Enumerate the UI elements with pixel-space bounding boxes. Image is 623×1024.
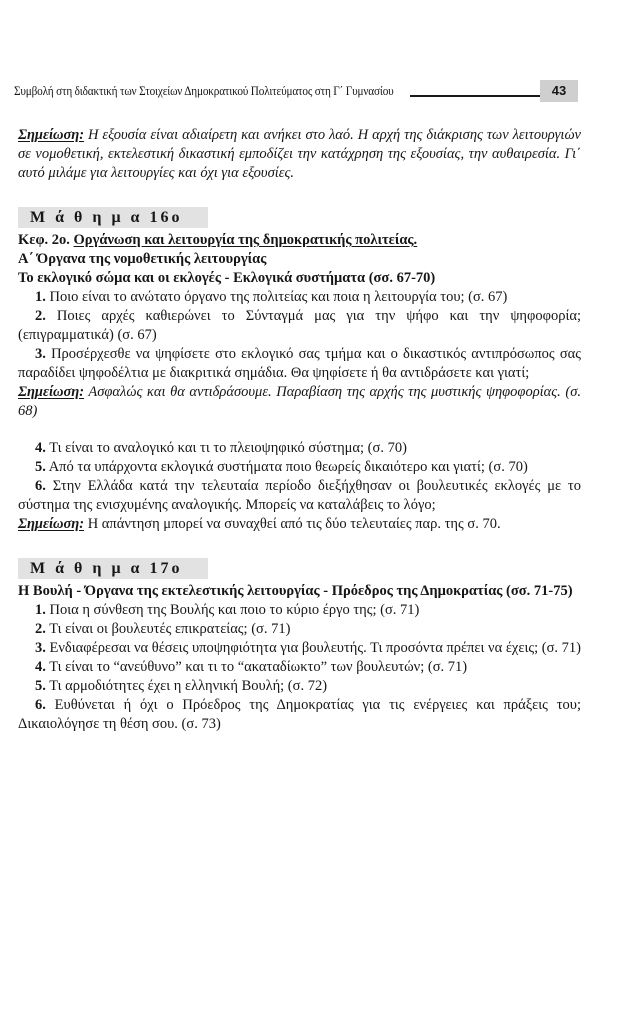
header-title: Συμβολή στη διδακτική των Στοιχείων Δημοκρατικού Πολιτεύματος στη Γ΄ Γυμνασίου [14,84,394,98]
note-1 [18,383,581,421]
question-number: 6. [35,697,46,713]
spacer [18,421,581,439]
question-number: 2. [35,308,46,324]
question-text: Τι αρμοδιότητες έχει η ελληνική Βουλή; (σ. 72) [45,678,328,694]
section-heading: Η Βουλή - Όργανα της εκτελεστικής λειτουργίας - Πρόεδρος της Δημοκρατίας (σσ. 71-75) [18,583,573,599]
question-4 [18,439,581,458]
question-text: Ενδιαφέρεσαι να θέσεις υποψηφιότητα για βουλευτής. Τι προσόντα πρέπει να έχεις; (σ. 71) [45,640,581,656]
question-number: 3. [35,346,46,362]
question-6 [18,696,581,734]
question-text: Τι είναι το “ανεύθυνο” και τι το “ακαταδίωκτο” των βουλευτών; (σ. 71) [45,659,468,675]
note-label: Σημείωση: [18,384,85,400]
question-text: Προσέρχεσθε να ψηφίσετε στο εκλογικό σας τμήμα και ο δικαστικός αντιπρόσωπος σας παραδίδει ψηφοδέλτια με διακριτικά σημάδια. Θα ψηφίσετε ή θα αντιδράσετε και γιατί; [18,346,581,381]
question-text: Ευθύνεται ή όχι ο Πρόεδρος της Δημοκρατίας για τις ενέργειες και πράξεις του; Δικαιολόγησε τη θέση σου. (σ. 73) [18,697,581,732]
spacer [18,183,581,207]
note-text: Η εξουσία είναι αδιαίρετη και ανήκει στο λαό. Η αρχή της διάκρισης των λειτουργιών σε νομοθετική, εκτελεστική δικαστική εμποδίζει την κατάχρηση της εξουσίας, την αυθαιρεσία. Γι΄ αυτό μιλάμε για λειτουργίες και όχι για εξουσίες. [18,127,581,181]
lesson-17-title: Μ ά θ η μ α 17ο [18,558,208,579]
question-1 [18,288,581,307]
question-text: Τι είναι οι βουλευτές επικρατείας; (σ. 71) [45,621,291,637]
running-header [14,80,574,104]
question-4 [18,658,581,677]
question-number: 1. [35,289,46,305]
spacer [18,534,581,558]
question-2 [18,307,581,345]
question-5 [18,677,581,696]
question-text: Στην Ελλάδα κατά την τελευταία περίοδο διεξήχθησαν οι βουλευτικές εκλογές με το σύστημα της ενισχυμένης αναλογικής. Μπορείς να καταλάβεις το λόγο; [18,478,581,513]
question-number: 5. [35,459,46,475]
question-1 [18,601,581,620]
note-text: Η απάντηση μπορεί να συναχθεί από τις δύο τελευταίες παρ. της σ. 70. [84,516,501,532]
chapter-heading [18,231,581,250]
note-label: Σημείωση: [18,516,85,532]
question-text: Ποιες αρχές καθιερώνει το Σύνταγμά μας για την ψήφο και την ψηφοφορία; (επιγραμματικά) (σ. 67) [18,308,581,343]
question-text: Τι είναι το αναλογικό και τι το πλειοψηφικό σύστημα; (σ. 70) [45,440,407,456]
note-text: Ασφαλώς και θα αντιδράσουμε. Παραβίαση της αρχής της μυστικής ψηφοφορίας. (σ. 68) [18,384,581,419]
note-label: Σημείωση: [18,127,85,143]
chapter-title: Οργάνωση και λειτουργία της δημοκρατικής πολιτείας. [73,232,418,248]
intro-note [18,126,581,183]
question-number: 4. [35,440,46,456]
subsection-heading: Το εκλογικό σώμα και οι εκλογές - Εκλογικά συστήματα (σσ. 67-70) [18,270,436,286]
question-number: 3. [35,640,46,656]
question-2 [18,620,581,639]
question-number: 2. [35,621,46,637]
question-text: Από τα υπάρχοντα εκλογικά συστήματα ποιο θεωρείς δικαιότερο και γιατί; (σ. 70) [45,459,528,475]
question-text: Ποιο είναι το ανώτατο όργανο της πολιτείας και ποια η λειτουργία του; (σ. 67) [45,289,508,305]
header-rule [410,95,540,97]
question-5 [18,458,581,477]
lesson-16-title: Μ ά θ η μ α 16ο [18,207,208,228]
page-content [18,126,581,734]
question-number: 5. [35,678,46,694]
question-text: Ποια η σύνθεση της Βουλής και ποιο το κύριο έργο της; (σ. 71) [45,602,420,618]
question-6 [18,477,581,515]
note-2 [18,515,581,534]
page-number: 43 [540,80,578,102]
question-number: 6. [35,478,46,494]
chapter-prefix: Κεφ. 2ο. [18,232,74,248]
question-3 [18,639,581,658]
section-heading: Α΄ Όργανα της νομοθετικής λειτουργίας [18,251,267,267]
question-number: 1. [35,602,46,618]
question-3 [18,345,581,383]
question-number: 4. [35,659,46,675]
